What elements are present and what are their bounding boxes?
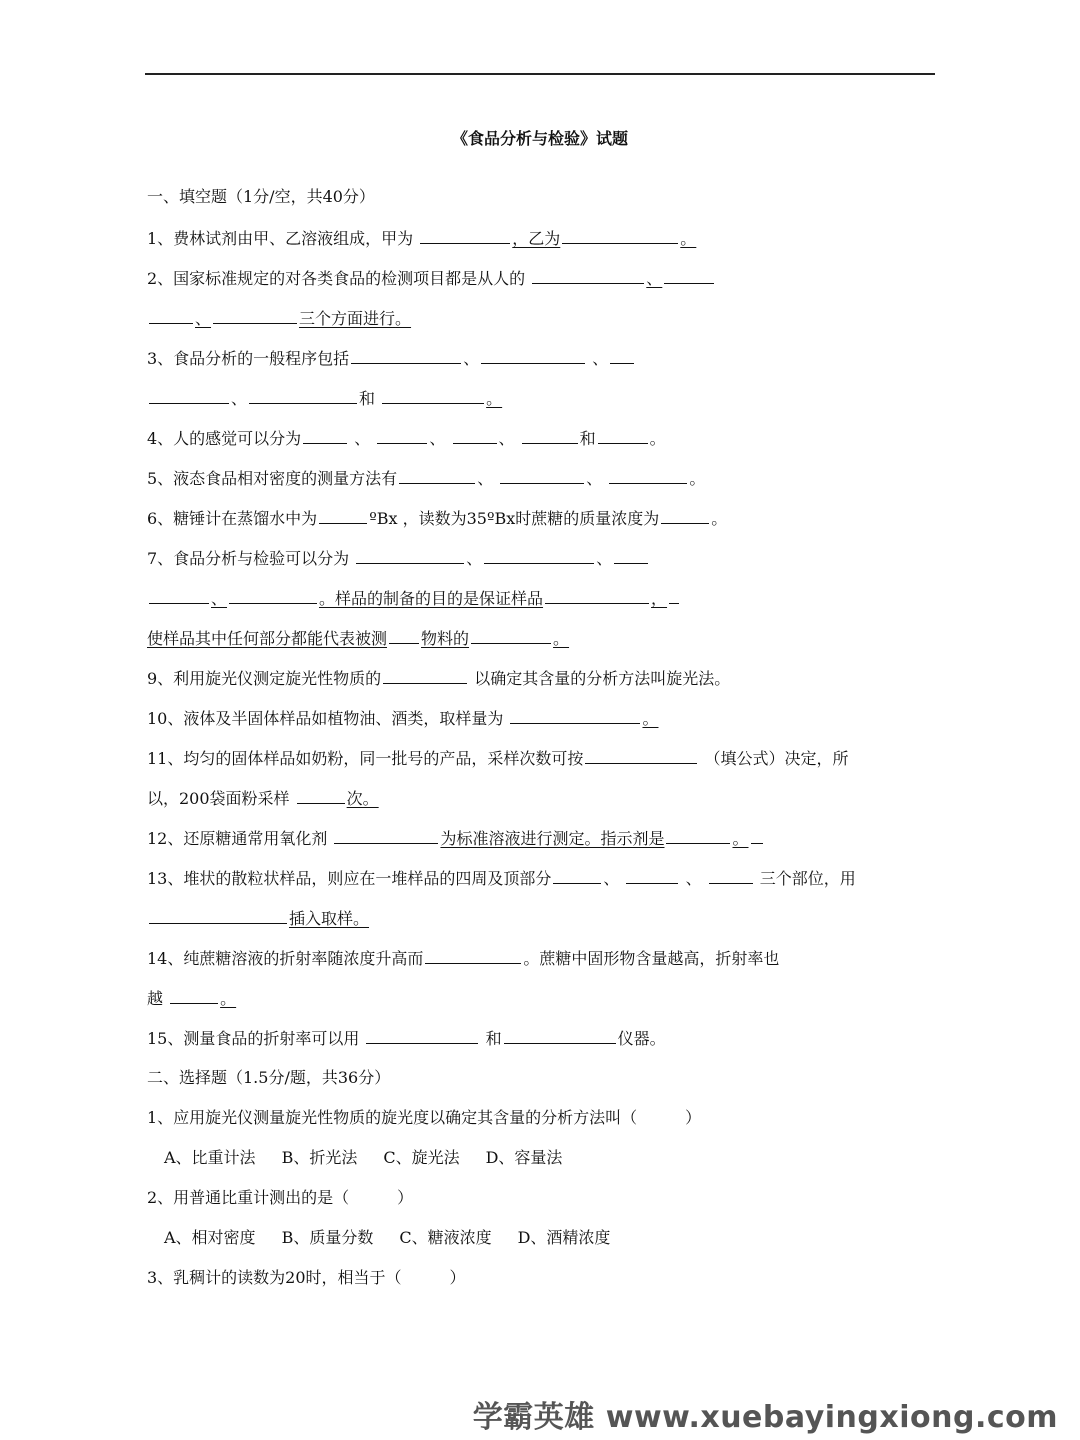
q6-text: 6、糖锤计在蒸馏水中为 bbox=[147, 509, 318, 528]
answer-blank bbox=[366, 1027, 478, 1044]
q9-text: 以确定其含量的分析方法叫旋光法。 bbox=[474, 669, 731, 688]
question-1 bbox=[147, 227, 696, 250]
option-d: D、酒精浓度 bbox=[517, 1228, 611, 1247]
q11-text: 以，200袋面粉采样 bbox=[147, 789, 290, 808]
q13-text: 13、堆状的散粒状样品，则应在一堆样品的四周及顶部分 bbox=[147, 869, 552, 888]
mc-question-2: 2、用普通比重计测出的是（ ） bbox=[147, 1188, 414, 1207]
q7-text: 。样品的制备的目的是保证样品 bbox=[319, 589, 544, 608]
q7-text: 使样品其中任何部分都能代表被测 bbox=[147, 629, 388, 648]
answer-blank bbox=[562, 227, 678, 244]
answer-blank bbox=[610, 347, 634, 364]
answer-blank bbox=[170, 987, 218, 1004]
q3-text: 、 bbox=[231, 389, 248, 408]
q15-text: 仪器。 bbox=[617, 1029, 666, 1048]
answer-blank bbox=[334, 827, 438, 844]
option-a: A、相对密度 bbox=[164, 1228, 256, 1247]
q3-text: 、 bbox=[463, 349, 480, 368]
question-7-cont2 bbox=[147, 627, 569, 650]
question-10 bbox=[147, 707, 658, 730]
q10-text: 。 bbox=[642, 709, 659, 728]
option-c: C、旋光法 bbox=[383, 1148, 460, 1167]
mc-question-3: 3、乳稠计的读数为20时，相当于（ ） bbox=[147, 1268, 466, 1287]
question-7-cont bbox=[147, 587, 681, 610]
answer-blank bbox=[149, 307, 193, 324]
answer-blank bbox=[377, 427, 427, 444]
question-3 bbox=[147, 347, 636, 370]
q7-text: 。 bbox=[553, 629, 570, 648]
answer-blank bbox=[626, 867, 678, 884]
q6-text: 。 bbox=[711, 509, 728, 528]
q4-text: 和 bbox=[579, 429, 596, 448]
option-b: B、折光法 bbox=[281, 1148, 358, 1167]
question-3-cont bbox=[147, 387, 502, 410]
question-12 bbox=[147, 827, 765, 850]
q13-text: 、 bbox=[685, 869, 702, 888]
q1-text: 1、费林试剂由甲、乙溶液组成，甲为 bbox=[147, 229, 414, 248]
answer-blank bbox=[389, 627, 419, 644]
mc-2-options bbox=[164, 1227, 636, 1249]
question-13-cont bbox=[147, 907, 369, 930]
q2-text: 三个方面进行 bbox=[299, 309, 396, 328]
answer-blank bbox=[669, 587, 679, 604]
question-15 bbox=[147, 1027, 666, 1050]
answer-blank bbox=[425, 947, 521, 964]
answer-blank bbox=[382, 387, 484, 404]
q5-text: 5、液态食品相对密度的测量方法有 bbox=[147, 469, 398, 488]
q7-text: 、 bbox=[596, 549, 613, 568]
q7-text: 7、食品分析与检验可以分为 bbox=[147, 549, 350, 568]
answer-blank bbox=[510, 707, 640, 724]
q7-text: 物料的 bbox=[421, 629, 470, 648]
q4-text: 、 bbox=[354, 429, 371, 448]
q10-text: 10、液体及半固体样品如植物油、酒类，取样量为 bbox=[147, 709, 504, 728]
question-2-cont bbox=[147, 307, 411, 330]
q4-text: 、 bbox=[498, 429, 515, 448]
option-b: B、质量分数 bbox=[281, 1228, 374, 1247]
answer-blank bbox=[481, 347, 585, 364]
q3-text: 和 bbox=[359, 389, 376, 408]
q7-text: 、 bbox=[466, 549, 483, 568]
q11-text: （填公式）决定，所 bbox=[704, 749, 849, 768]
question-9 bbox=[147, 667, 730, 690]
answer-blank bbox=[297, 787, 345, 804]
q12-text: 为标准溶液进行测定。指示剂是 bbox=[440, 829, 665, 848]
answer-blank bbox=[661, 507, 709, 524]
q15-text: 和 bbox=[485, 1029, 502, 1048]
q2-text: 。 bbox=[395, 309, 412, 328]
q9-text: 9、利用旋光仪测定旋光性物质的 bbox=[147, 669, 382, 688]
q12-text: 。 bbox=[732, 829, 749, 848]
q1-text: 。 bbox=[680, 229, 697, 248]
answer-blank bbox=[598, 427, 648, 444]
answer-blank bbox=[609, 467, 687, 484]
q14-text: 越 bbox=[147, 989, 164, 1008]
answer-blank bbox=[356, 547, 464, 564]
answer-blank bbox=[614, 547, 648, 564]
answer-blank bbox=[522, 427, 578, 444]
q13-text: 插入取样。 bbox=[289, 909, 370, 928]
section-2-heading: 二、选择题（1.5分/题，共36分） bbox=[147, 1068, 391, 1087]
q2-text: 2、国家标准规定的对各类食品的检测项目都是从人的 bbox=[147, 269, 526, 288]
question-14 bbox=[147, 947, 779, 970]
answer-blank bbox=[149, 907, 287, 924]
question-5 bbox=[147, 467, 705, 490]
answer-blank bbox=[319, 507, 367, 524]
q11-text: 次。 bbox=[346, 789, 379, 808]
question-7 bbox=[147, 547, 650, 570]
answer-blank bbox=[453, 427, 497, 444]
q3-text: 。 bbox=[486, 389, 503, 408]
q3-text: 3、食品分析的一般程序包括 bbox=[147, 349, 350, 368]
answer-blank bbox=[751, 827, 763, 844]
q5-text: 、 bbox=[477, 469, 494, 488]
answer-blank bbox=[351, 347, 461, 364]
answer-blank bbox=[399, 467, 475, 484]
q4-text: 、 bbox=[429, 429, 446, 448]
site-watermark: 学霸英雄 www.xuebayingxiong.com bbox=[472, 1400, 1058, 1435]
answer-blank bbox=[532, 267, 644, 284]
answer-blank bbox=[585, 747, 697, 764]
question-14-cont bbox=[147, 987, 236, 1010]
answer-blank bbox=[484, 547, 594, 564]
q4-text: 4、人的感觉可以分为 bbox=[147, 429, 302, 448]
q2-text: 、 bbox=[646, 269, 663, 288]
q13-text: 、 bbox=[603, 869, 620, 888]
answer-blank bbox=[149, 587, 209, 604]
q15-text: 15、测量食品的折射率可以用 bbox=[147, 1029, 360, 1048]
question-4 bbox=[147, 427, 666, 450]
answer-blank bbox=[545, 587, 649, 604]
option-c: C、糖液浓度 bbox=[399, 1228, 492, 1247]
header-rule bbox=[145, 73, 935, 75]
answer-blank bbox=[213, 307, 297, 324]
question-11-cont bbox=[147, 787, 379, 810]
page-title: 《食品分析与检验》试题 bbox=[451, 129, 628, 148]
answer-blank bbox=[709, 867, 753, 884]
mc-1-options bbox=[164, 1147, 588, 1169]
answer-blank bbox=[229, 587, 317, 604]
q5-text: 。 bbox=[689, 469, 706, 488]
q3-text: 、 bbox=[592, 349, 609, 368]
answer-blank bbox=[471, 627, 551, 644]
section-1-heading: 一、填空题（1分/空，共40分） bbox=[147, 187, 375, 206]
answer-blank bbox=[504, 1027, 616, 1044]
q14-text: 14、纯蔗糖溶液的折射率随浓度升高而 bbox=[147, 949, 424, 968]
q14-text: 。 bbox=[220, 989, 237, 1008]
option-d: D、容量法 bbox=[485, 1148, 563, 1167]
question-2 bbox=[147, 267, 716, 290]
question-11 bbox=[147, 747, 848, 770]
q1-text: ，乙为 bbox=[512, 229, 561, 248]
question-6 bbox=[147, 507, 727, 530]
option-a: A、比重计法 bbox=[164, 1148, 256, 1167]
answer-blank bbox=[664, 267, 714, 284]
q6-text: ºBx ，读数为35ºBx时蔗糖的质量浓度为 bbox=[369, 509, 660, 528]
answer-blank bbox=[666, 827, 730, 844]
mc-question-1: 1、应用旋光仪测量旋光性物质的旋光度以确定其含量的分析方法叫（ ） bbox=[147, 1108, 702, 1127]
question-13 bbox=[147, 867, 856, 890]
q4-text: 。 bbox=[649, 429, 666, 448]
q2-text: 、 bbox=[195, 309, 212, 328]
q7-text: 、 bbox=[211, 589, 228, 608]
answer-blank bbox=[383, 667, 467, 684]
answer-blank bbox=[500, 467, 584, 484]
q7-text: ， bbox=[651, 589, 668, 608]
q5-text: 、 bbox=[586, 469, 603, 488]
q12-text: 12、还原糖通常用氧化剂 bbox=[147, 829, 328, 848]
answer-blank bbox=[420, 227, 510, 244]
answer-blank bbox=[303, 427, 347, 444]
q14-text: 。蔗糖中固形物含量越高，折射率也 bbox=[523, 949, 780, 968]
answer-blank bbox=[149, 387, 229, 404]
q11-text: 11、均匀的固体样品如奶粉，同一批号的产品，采样次数可按 bbox=[147, 749, 584, 768]
answer-blank bbox=[553, 867, 601, 884]
q13-text: 三个部位，用 bbox=[759, 869, 856, 888]
answer-blank bbox=[249, 387, 357, 404]
